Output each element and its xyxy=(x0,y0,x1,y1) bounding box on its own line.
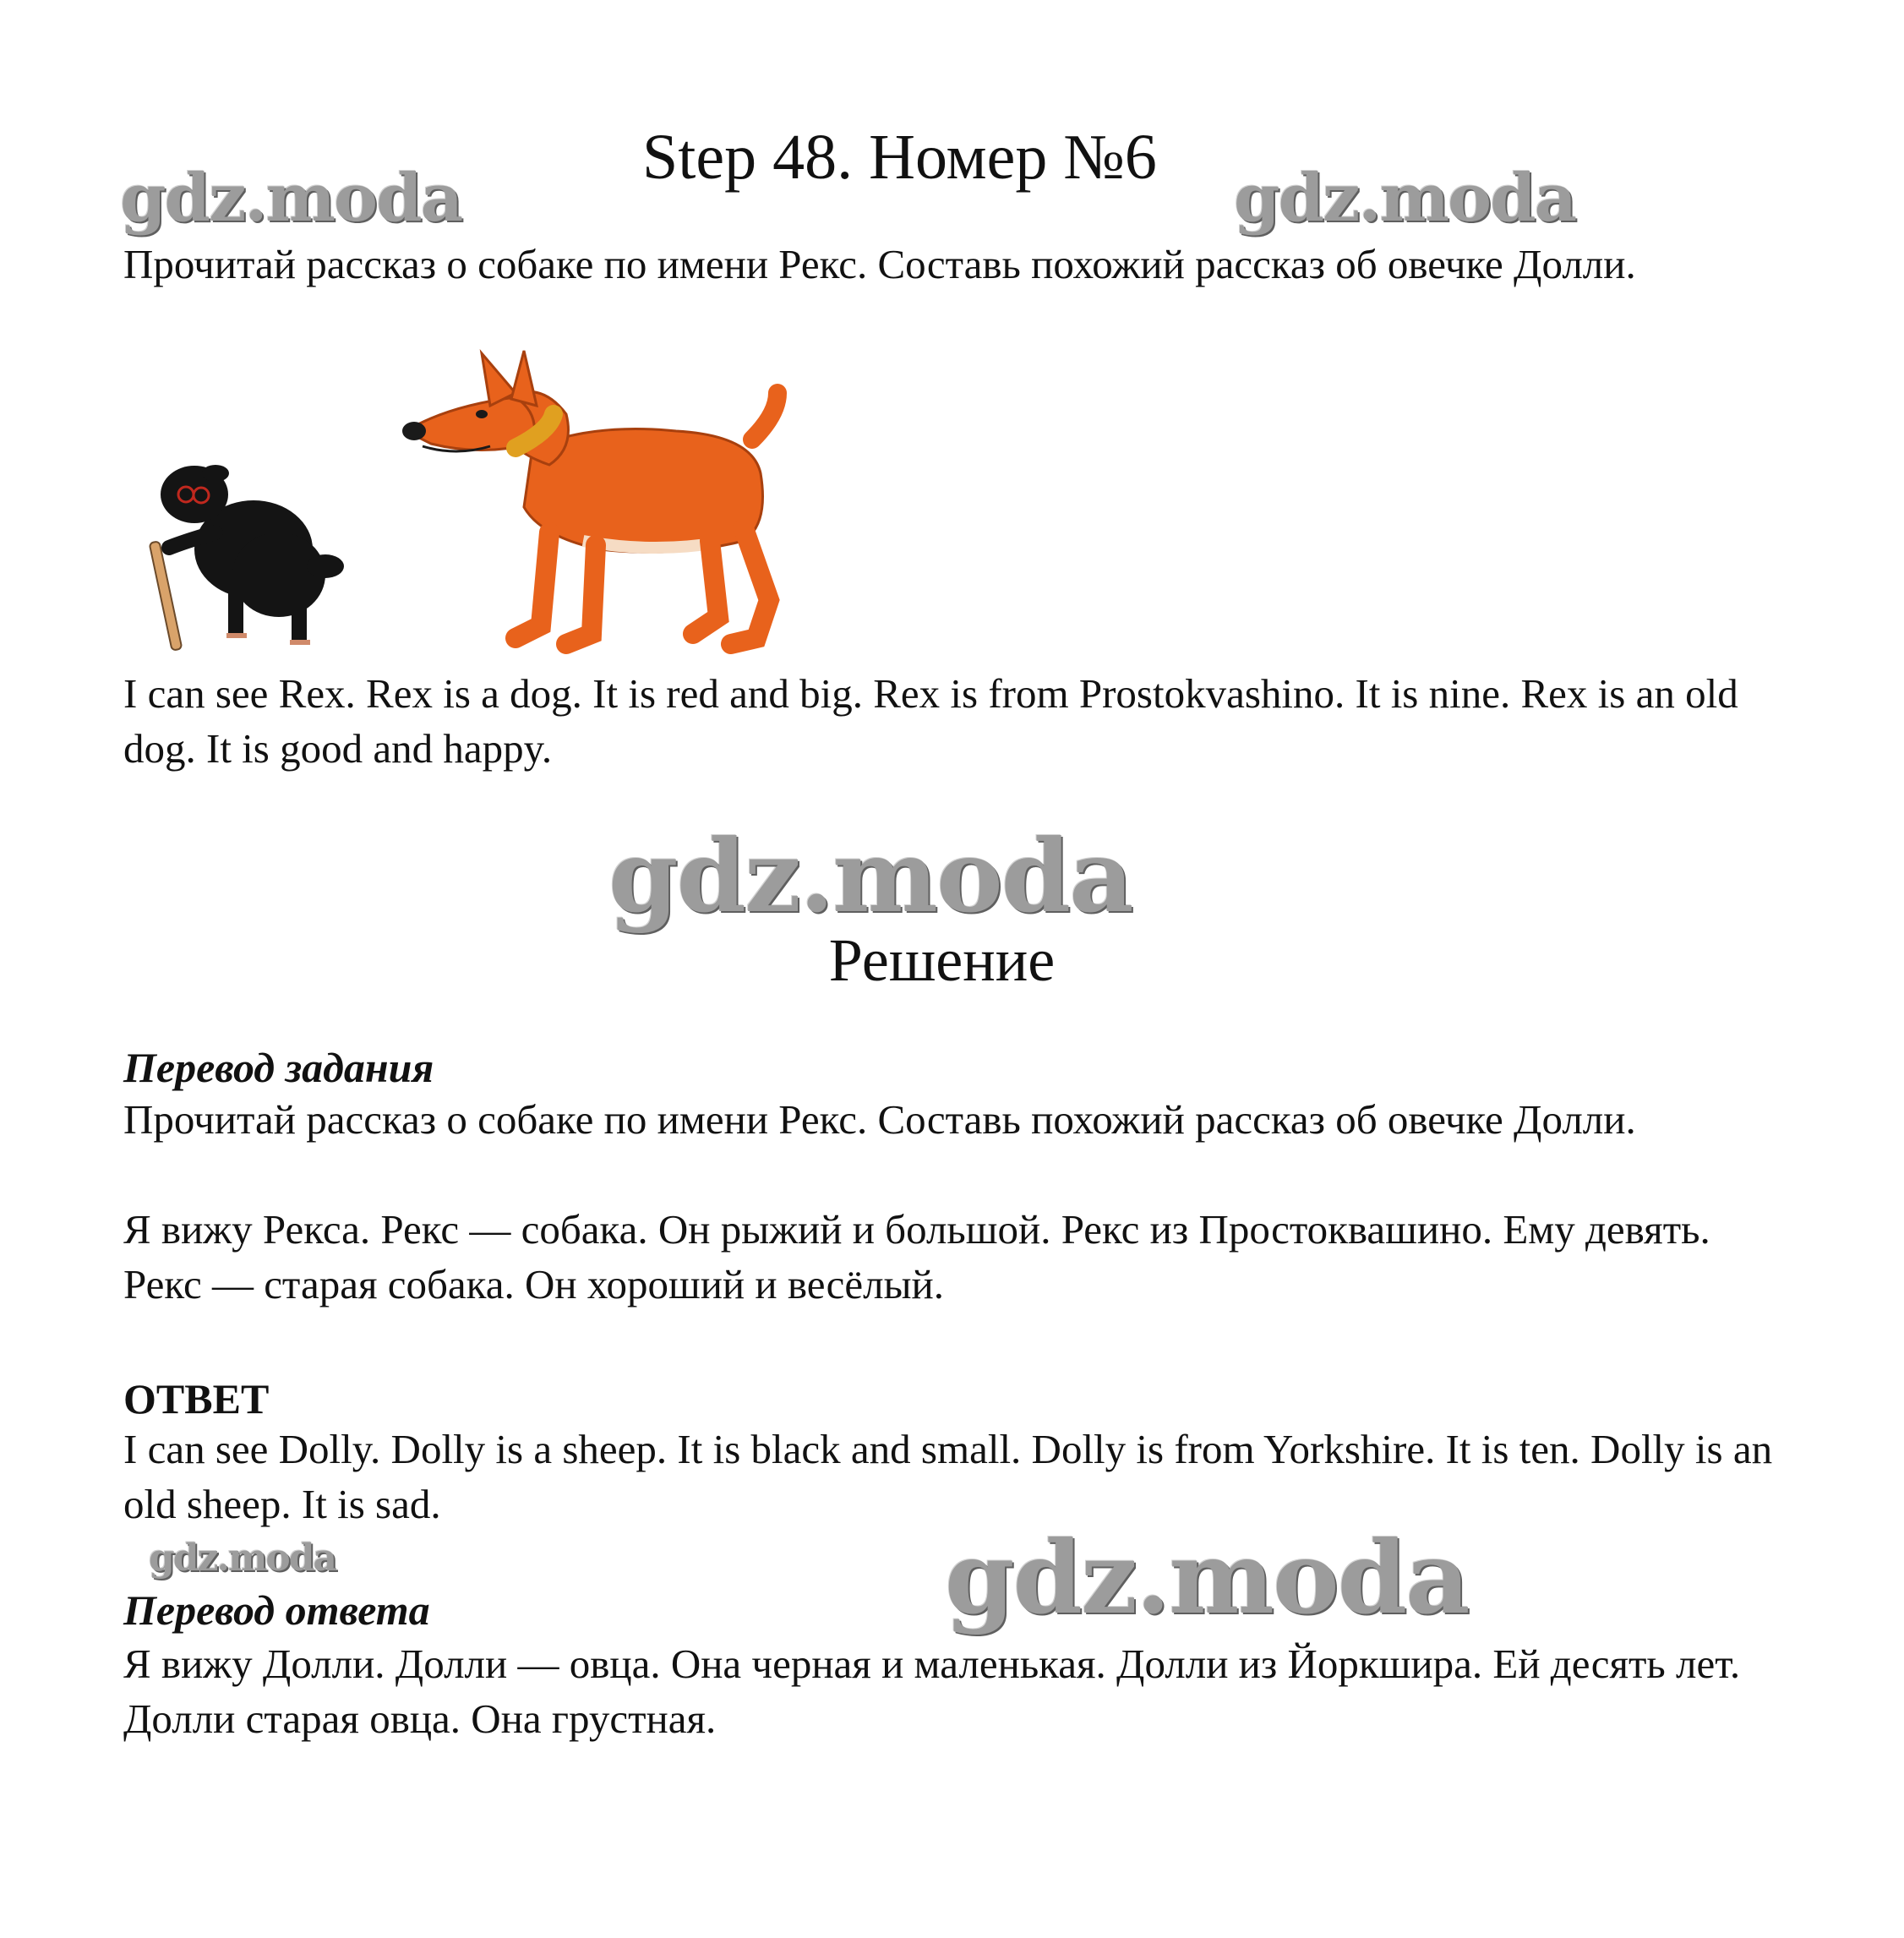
answer-heading: ОТВЕТ xyxy=(123,1375,270,1422)
watermark-logo: gdz.moda xyxy=(149,1537,336,1580)
solution-title: Решение xyxy=(828,926,1056,994)
task-story: I can see Rex. Rex is a dog. It is red and big. Rex is from Prostokvashino. It is nine. Rex is an old dog. It is good and happy. xyxy=(123,670,1738,772)
answer-translation-heading: Перевод ответа xyxy=(123,1586,430,1634)
sheep-illustration xyxy=(135,448,355,651)
cane-icon xyxy=(150,541,183,651)
answer-text: I can see Dolly. Dolly is a sheep. It is black and small. Dolly is from Yorkshire. It is ten. Dolly is an old sheep. It is sad. xyxy=(123,1426,1773,1527)
watermark-logo: gdz.moda xyxy=(1234,160,1576,237)
watermark-logo: gdz.moda xyxy=(608,817,1132,935)
translation-instruction: Прочитай рассказ о собаке по имени Рекс. Составь похожий рассказ об овечке Долли. xyxy=(123,1096,1636,1143)
translation-story: Я вижу Рекса. Рекс — собака. Он рыжий и большой. Рекс из Простоквашино. Ему девять. Рекс — старая собака. Он хороший и весёлый. xyxy=(123,1206,1710,1307)
watermark-logo: gdz.moda xyxy=(945,1519,1469,1636)
dog-illustration xyxy=(397,347,803,659)
watermark-logo: gdz.moda xyxy=(120,160,462,237)
answer-translation: Я вижу Долли. Долли — овца. Она черная и маленькая. Долли из Йоркшира. Ей десять лет. Долли старая овца. Она грустная. xyxy=(123,1640,1741,1742)
page-title: Step 48. Номер №6 xyxy=(642,122,1157,193)
translation-heading: Перевод задания xyxy=(123,1044,434,1091)
task-instruction: Прочитай рассказ о собаке по имени Рекс. Составь похожий рассказ об овечке Долли. xyxy=(123,241,1636,287)
